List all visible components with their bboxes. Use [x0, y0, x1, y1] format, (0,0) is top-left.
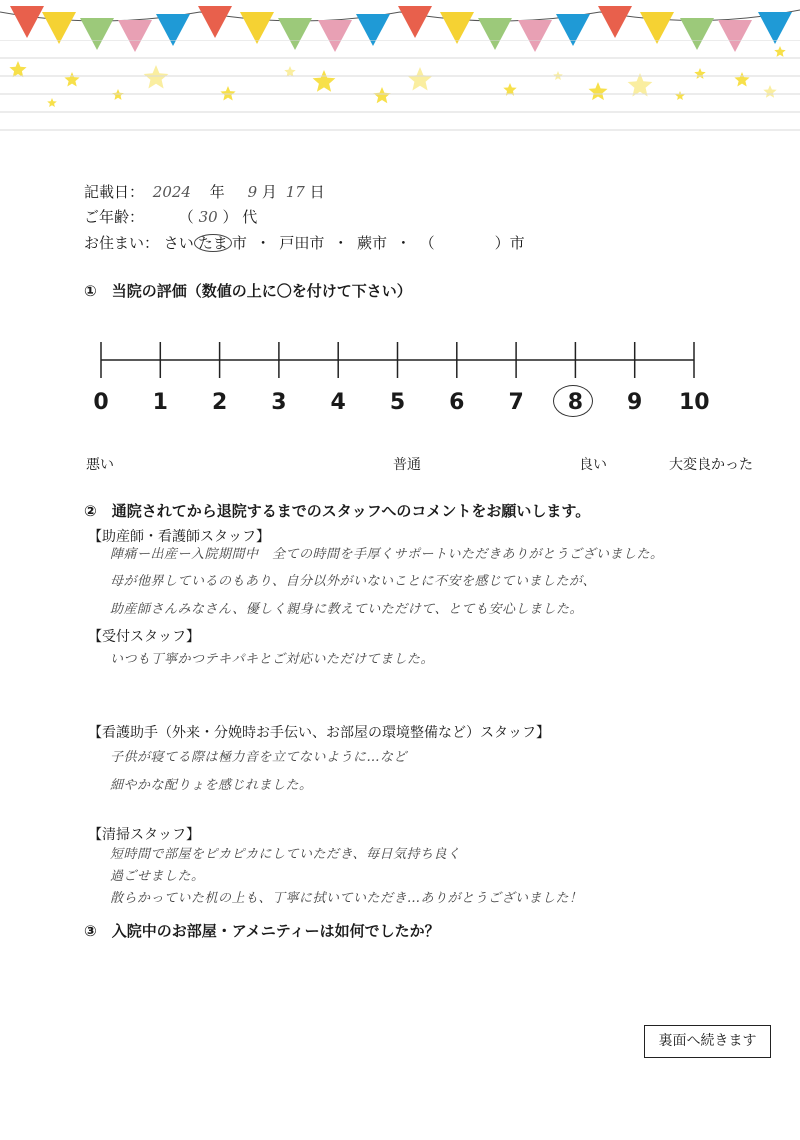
date-day: 17 — [285, 183, 305, 201]
comment-line: 短時間で部屋をピカピカにしていただき、毎日気持ち良く — [110, 847, 461, 862]
bunting-flag — [598, 6, 632, 38]
date-year-unit: 年 — [209, 183, 225, 201]
residence-separator: ・ — [395, 234, 411, 252]
scale-number: 4 — [330, 390, 346, 415]
scale-number: 7 — [508, 390, 524, 415]
age-close-paren: ） — [222, 208, 238, 226]
label-normal: 普通 — [393, 457, 421, 473]
age-label: ご年齢： — [84, 208, 145, 226]
scale-number: 1 — [152, 390, 168, 415]
bunting-string — [0, 10, 800, 21]
comment-line: 母が他界しているのもあり、自分以外がいないことに不安を感じていましたが、 — [110, 574, 597, 589]
residence-other: （ ）市 — [419, 234, 525, 252]
residence-warabi: 蕨市 — [357, 234, 388, 252]
date-year: 2024 — [152, 183, 191, 201]
selected-rating-circle — [553, 385, 593, 417]
residence-separator: ・ — [255, 234, 271, 252]
label-bad: 悪い — [86, 457, 114, 473]
date-month-unit: 月 — [261, 183, 277, 201]
scale-number: 2 — [211, 390, 228, 415]
bunting-flag — [398, 6, 432, 38]
section-reception-heading: 【受付スタッフ】 — [88, 629, 200, 645]
label-good: 良い — [579, 457, 607, 473]
section-midwife-heading: 【助産師・看護師スタッフ】 — [88, 529, 270, 545]
scale-number: 8 — [567, 390, 584, 415]
date-day-unit: 日 — [309, 183, 325, 201]
residence-separator: ・ — [333, 234, 349, 252]
age-open-paren: （ — [178, 208, 194, 226]
date-label: 記載日： — [84, 183, 145, 201]
comment-line: 散らかっていた机の上も、丁寧に拭いていただき…ありがとうございました！ — [110, 891, 583, 906]
residence-saitama-pre: さい — [163, 234, 194, 252]
comment-line: 細やかな配りょを感じれました。 — [110, 778, 313, 793]
continue-on-back-box: 裏面へ続きます — [644, 1025, 771, 1058]
bunting-flag — [198, 6, 232, 38]
rating-scale-line — [0, 330, 800, 390]
q3-title: ③ 入院中のお部屋・アメニティーは如何でしたか？ — [84, 922, 440, 940]
label-very-good: 大変良かった — [669, 457, 753, 473]
residence-toda: 戸田市 — [279, 234, 325, 252]
q1-title: ① 当院の評価（数値の上に〇を付けて下さい） — [84, 282, 412, 300]
bunting-flag — [10, 6, 44, 38]
scale-number: 5 — [389, 390, 406, 415]
residence-label: お住まい： — [84, 234, 160, 252]
scale-number: 3 — [271, 390, 287, 415]
comment-line: 陣痛ー出産ー入院期間中 全ての時間を手厚くサポートいただきありがとうございました。 — [110, 547, 664, 562]
section-assistant-heading: 【看護助手（外来・分娩時お手伝い、お部屋の環境整備など）スタッフ】 — [88, 725, 550, 741]
scale-number: 6 — [449, 390, 465, 415]
date-month: 9 — [247, 183, 258, 201]
rating-scale — [0, 330, 800, 480]
comment-line: 過ごせました。 — [110, 869, 205, 884]
section-cleaning-heading: 【清掃スタッフ】 — [88, 827, 200, 843]
ruled-lines — [0, 40, 800, 145]
scale-number: 9 — [627, 390, 643, 415]
scale-number: 0 — [93, 390, 109, 415]
residence-saitama-circled: たま — [194, 234, 232, 252]
date-field — [84, 181, 325, 202]
age-unit: 代 — [242, 208, 258, 226]
comment-line: 子供が寝てる際は極力音を立てないように…など — [110, 750, 408, 765]
residence-field — [84, 232, 525, 253]
q2-title: ② 通院されてから退院するまでのスタッフへのコメントをお願いします。 — [84, 502, 591, 520]
residence-saitama-post: 市 — [231, 234, 247, 252]
comment-line: いつも丁寧かつテキパキとご対応いただけてました。 — [110, 652, 435, 667]
age-field — [84, 206, 257, 227]
scale-number: 10 — [679, 390, 710, 415]
age-value: 30 — [198, 208, 218, 226]
comment-line: 助産師さんみなさん、優しく親身に教えていただけて、とても安心しました。 — [110, 602, 584, 617]
